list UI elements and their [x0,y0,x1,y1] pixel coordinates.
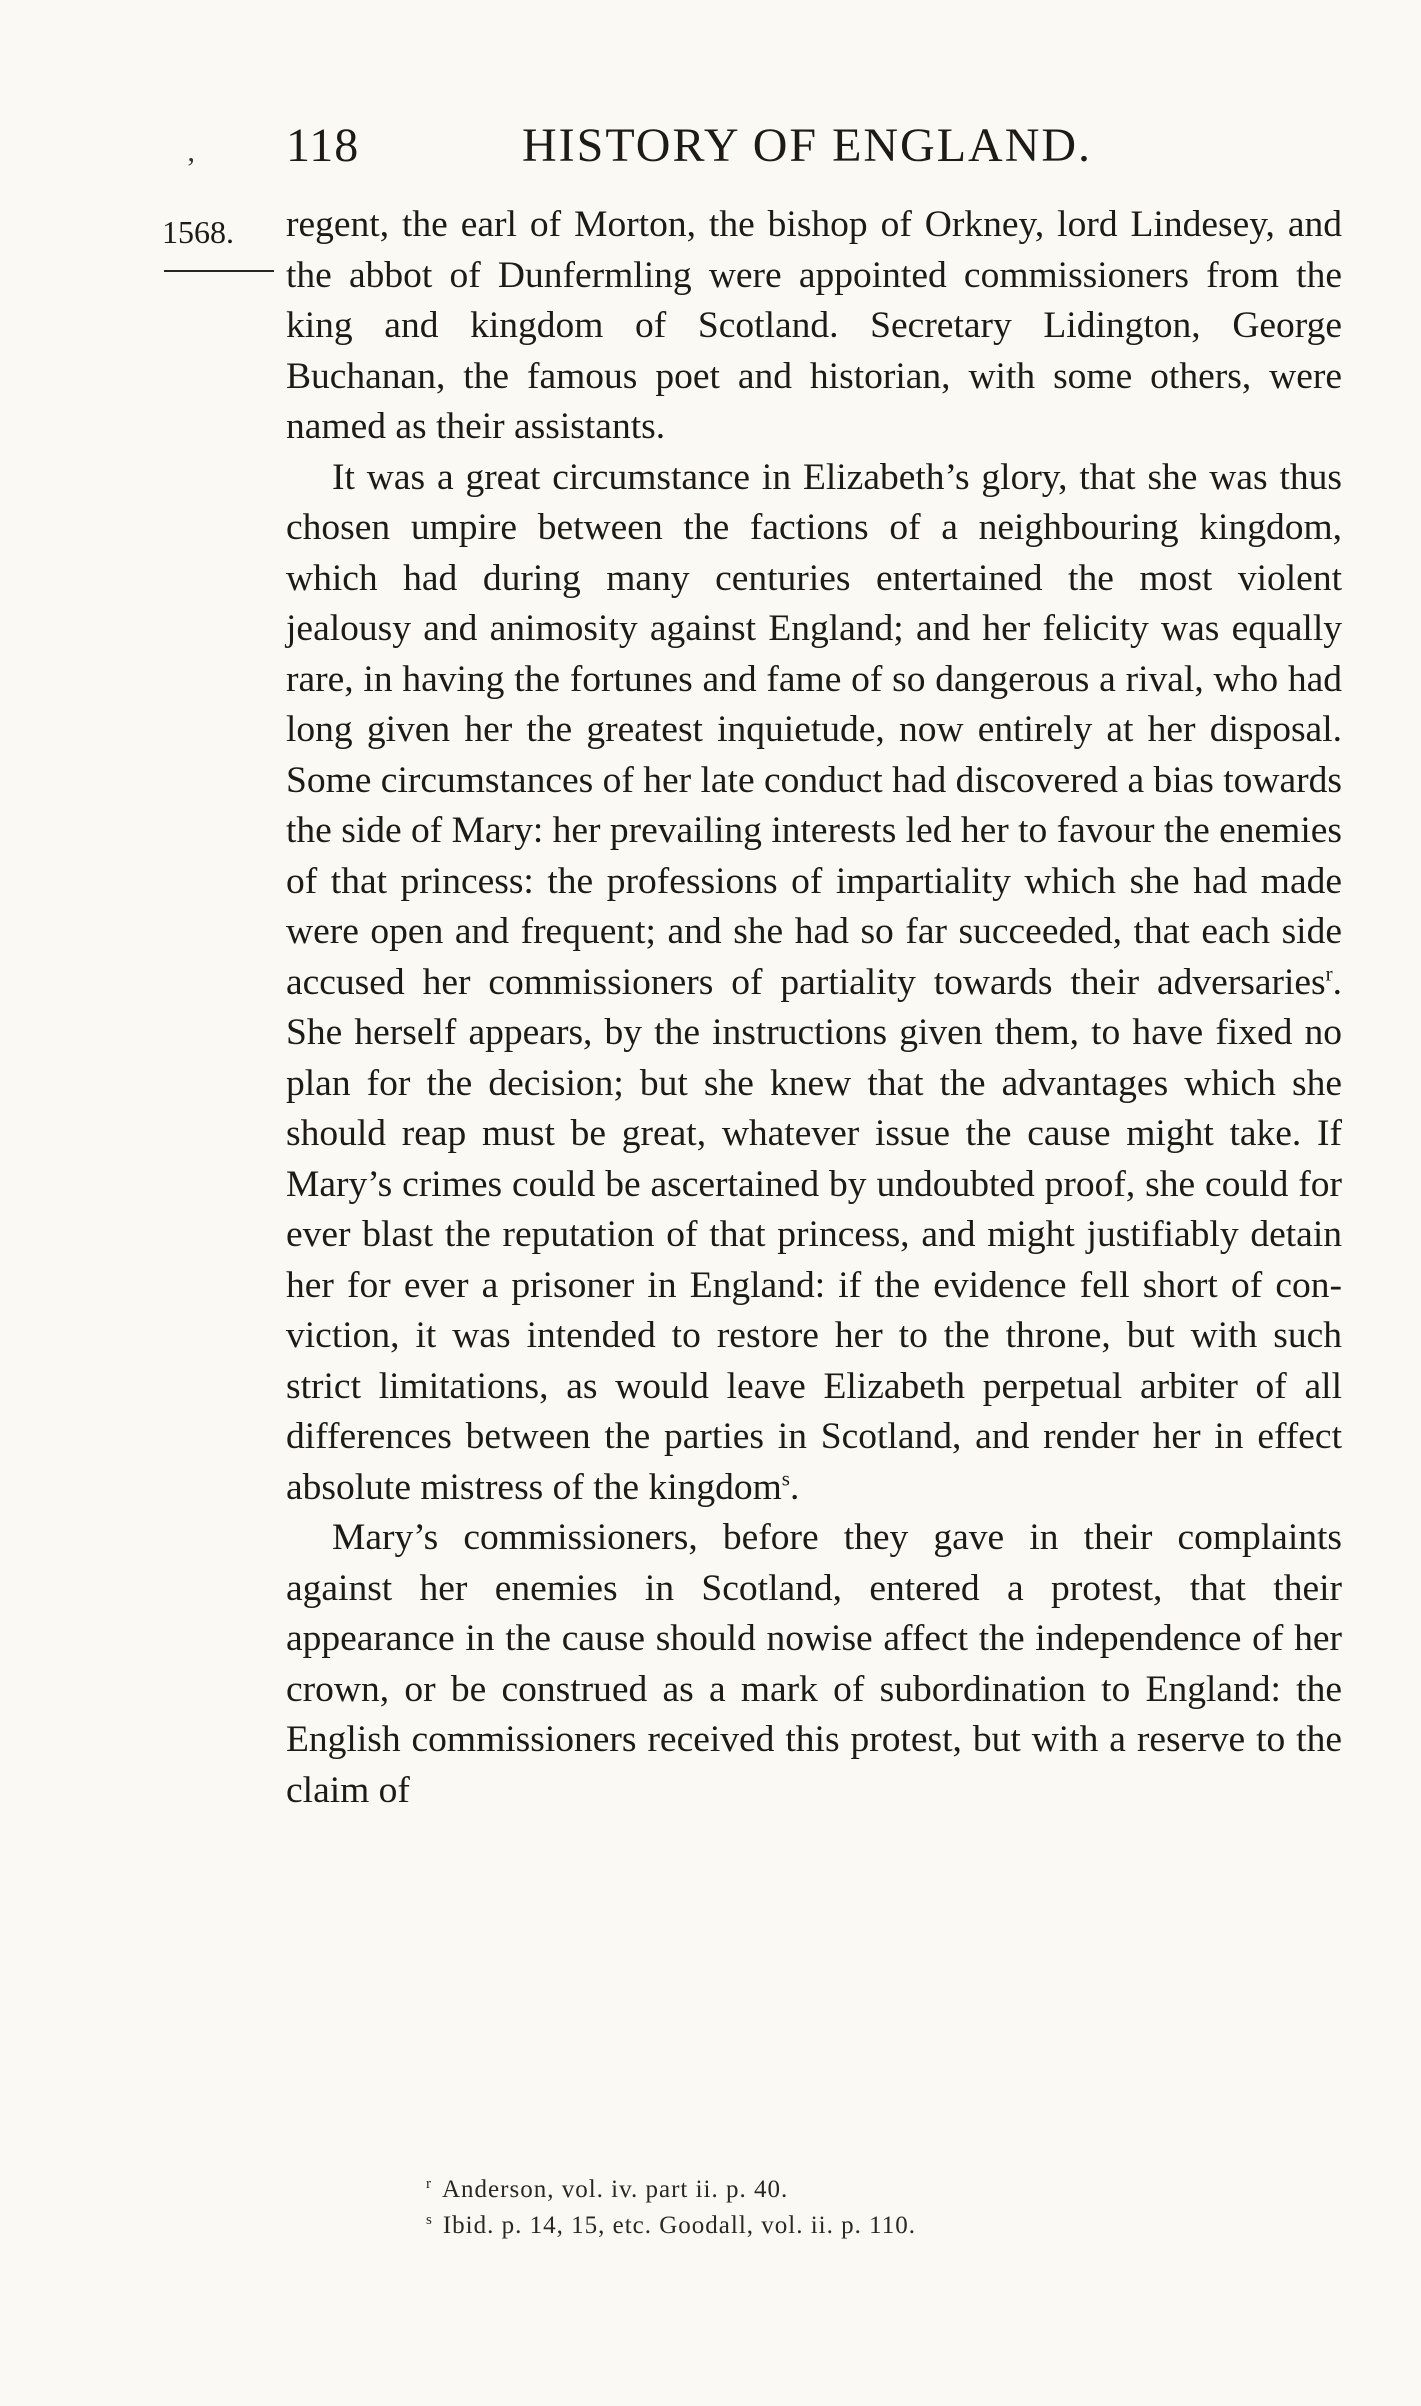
footnote-mark: r [426,2175,432,2192]
footnote-ref-s: s [781,1466,790,1490]
paragraph-1: regent, the earl of Morton, the bishop of Orkney, lord Lindesey, and the abbot of Dunfermling were appointed commissioners from the king and kingdom of Scotland. Secretary Lidington, George Buchanan, the famous poet and historian, with some others, were named as their assistants. [286,204,1342,447]
running-head [286,118,1110,188]
footnotes [426,2172,1226,2244]
stray-print-mark: ‚ [186,135,196,168]
footnote-text: Ibid. p. 14, 15, etc. Goodall, vol. ii. p. 110. [442,2212,916,2239]
margin-year: 1568. [162,214,234,250]
running-title: HISTORY OF ENGLAND. [522,119,1093,172]
footnote-ref-r: r [1325,961,1333,985]
margin-rule [164,270,274,272]
footnote-text: Anderson, vol. iv. part ii. p. 40. [442,2176,789,2203]
paragraph-2 [286,453,1342,1514]
footnote-r [426,2172,1226,2208]
page-number: 118 [286,119,360,172]
body-text [286,200,1342,1816]
paragraph-2-part-b: . She herself appears, by the instructions given them, to have fixed no plan for the decision; but she knew that the advantages which she should reap must be great, whatever issue the cause might take. If Mary’s crimes could be ascertained by undoubted proof, she could for ever blast the reputation of that princess, and might justifiably detain her for ever a prisoner in England: if the evidence fell short of conviction, it was intended to restore her to the throne, but with such strict limitations, as would leave Elizabeth perpetual arbiter of all differences between the parties in Scotland, and render her in effect absolute mistress of the kingdom [286,961,1342,1508]
footnote-s [426,2208,1226,2244]
paragraph-3: Mary’s commissioners, before they gave in their complaints against her enemies in Scotland, entered a protest, that their appearance in the cause should nowise affect the independence of her crown, or be construed as a mark of subordination to England: the English commissioners received this protest, but with a reserve to the claim of [286,1517,1342,1811]
paragraph-2-part-c: . [789,1466,800,1508]
footnote-mark: s [426,2211,433,2228]
paragraph-2-part-a: It was a great circumstance in Elizabeth’s glory, that she was thus chosen umpire between the factions of a neighbouring kingdom, which had during many centuries entertained the most violent jealousy and animosity against England; and her felicity was equally rare, in having the fortunes and fame of so dangerous a rival, who had long given her the greatest inquietude, now entirely at her disposal. Some circumstances of her late conduct had discovered a bias towards the side of Mary: her prevailing interests led her to favour the enemies of that princess: the professions of impartiality which she had made were open and frequent; and she had so far succeeded, that each side accused her commissioners of partiality towards their adversaries [286,456,1342,1003]
